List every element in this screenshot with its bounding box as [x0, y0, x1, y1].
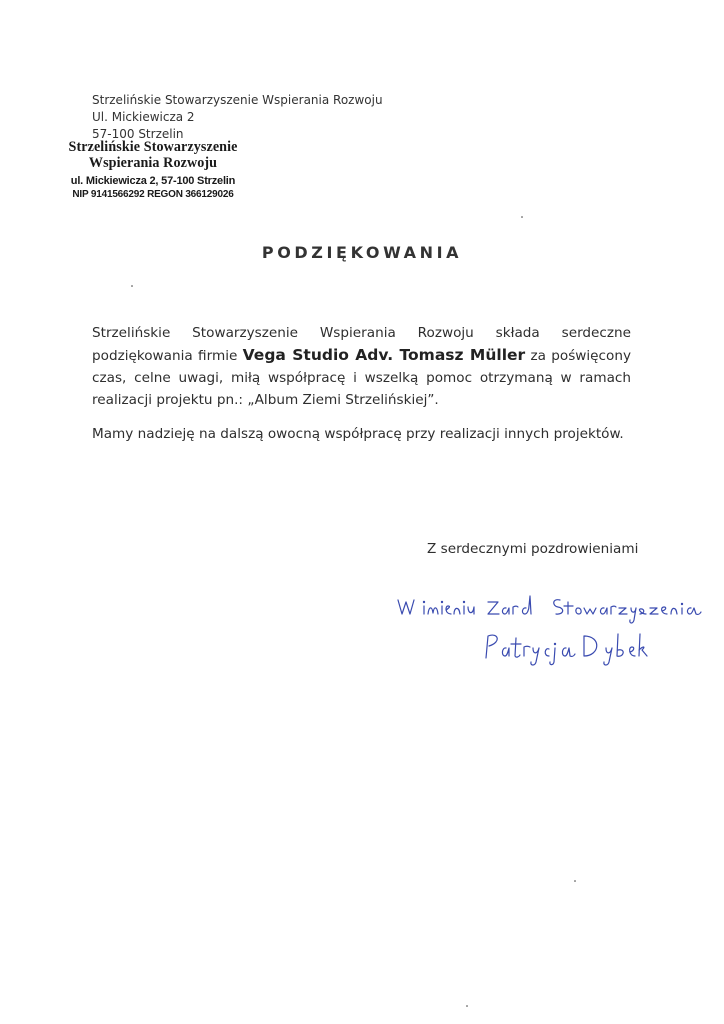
hope-paragraph: Mamy nadzieję na dalszą owocną współpracę przy realizacji innych projektów.	[92, 426, 624, 442]
stamp-address: ul. Mickiewicza 2, 57-100 Strzelin	[70, 175, 236, 187]
sender-block	[92, 92, 383, 143]
organization-stamp	[62, 139, 244, 202]
stamp-name-line2: Wspierania Rozwoju	[88, 155, 218, 171]
sender-street: Ul. Mickiewicza 2	[92, 110, 195, 124]
scan-speck	[131, 285, 133, 287]
sender-name: Strzelińskie Stowarzyszenie Wspierania Rozwoju	[92, 93, 383, 107]
scan-speck	[574, 880, 576, 882]
scan-speck	[466, 1005, 468, 1007]
stamp-registry: NIP 9141566292 REGON 366129026	[72, 189, 234, 200]
thanks-text-end: za poświęcony czas, celne uwagi, miłą współpracę i wszelką pomoc otrzymaną w ramach realizacji projektu pn.: „Album Ziemi Strzelińskiej”.	[92, 348, 631, 408]
thanks-paragraph	[92, 322, 631, 411]
stamp-name-line1: Strzelińskie Stowarzyszenie	[68, 139, 238, 155]
scan-speck	[521, 216, 523, 218]
company-name: Vega Studio Adv. Tomasz Müller	[242, 346, 526, 364]
handwritten-signature	[388, 580, 718, 670]
letter-body	[92, 322, 631, 445]
letter-title: PODZIĘKOWANIA	[261, 243, 463, 262]
closing-phrase: Z serdecznymi pozdrowieniami	[427, 541, 639, 557]
sender-city: 57-100 Strzelin	[92, 127, 184, 141]
thanks-text-start: Strzelińskie Stowarzyszenie Wspierania Rozwoju składa serdeczne podziękowania firmie	[92, 325, 631, 364]
